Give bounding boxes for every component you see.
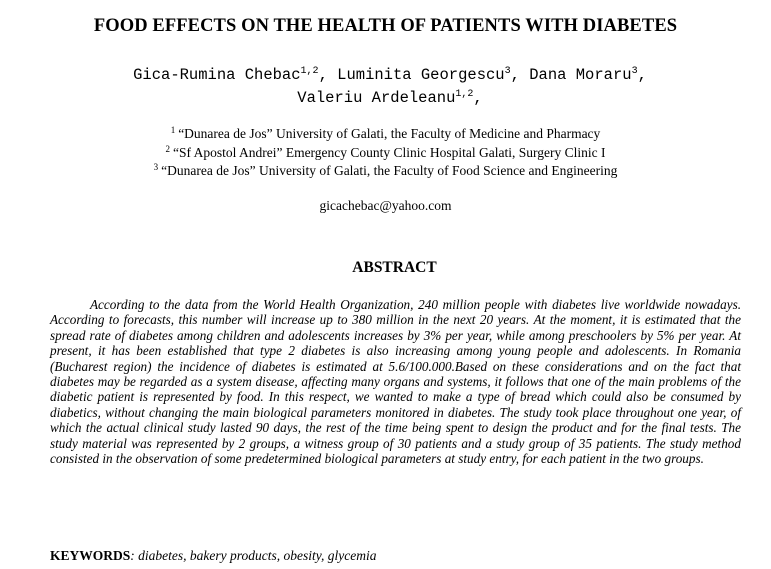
keywords-label: KEYWORDS [50,548,131,563]
author-name: Valeriu Ardeleanu [297,89,456,107]
affiliation-mark: 2 [165,143,170,154]
author-name: Luminita Georgescu [337,66,505,84]
abstract-heading: ABSTRACT [352,259,437,276]
keywords-list: : diabetes, bakery products, obesity, glycemia [130,548,377,563]
abstract-text: According to the data from the World Health Organization, 240 million people with diabetes live worldwide nowadays. According to forecasts, this number will increase up to 380 million in the next 20 years. At the moment, it is estimated that the spread rate of diabetes among children and adolescents increases by 3% per year, while among preschoolers by 5% per year. At present, it has been established that type 2 diabetes is also increasing among young people and adolescents. In Romania (Bucharest region) the incidence of diabetes is estimated at 5.6/100.000.Based on these considerations and on the fact that diabetes may be regarded as a system disease, affecting many organs and systems, it follows that one of the main problems of the diabetic patient is represented by food. In this respect, we wanted to make a type of bread which could also be consumed by diabetics, without changing the main biological parameters monitored in diabetes. The study took place throughout one year, of which the actual clinical study lasted 90 days, the rest of the time being spent to design the product and for the final tests. The study material was represented by 2 groups, a witness group of 30 patients and a study group of 35 patients. The study method consisted in the observation of some predetermined biological parameters at study entry, for each patient in the two groups. [50,297,741,467]
affiliation-mark: 1 [170,125,176,135]
author-name: Gica-Rumina Chebac [133,66,301,84]
affiliation-text: “Dunarea de Jos” University of Galati, the Faculty of Food Science and Engineering [161,163,618,178]
author-separator: , [318,66,338,84]
keywords-line [50,548,376,564]
paper-title: FOOD EFFECTS ON THE HEALTH OF PATIENTS WITH DIABETES [93,16,678,36]
affiliation-line [0,125,771,144]
author-separator: , [510,66,530,84]
author-affiliation-mark: 1,2 [455,89,474,100]
affiliation-line [0,144,771,163]
author-affiliation-mark: 1,2 [300,66,319,77]
affiliation-text: “Sf Apostol Andrei” Emergency County Clinic Hospital Galati, Surgery Clinic I [172,144,606,160]
author-separator: , [637,66,647,84]
author-name: Dana Moraru [529,66,632,84]
contact-email: gicachebac@yahoo.com [319,198,452,213]
affiliation-list [0,125,771,181]
affiliation-text: “Dunarea de Jos” University of Galati, the Faculty of Medicine and Pharmacy [178,126,601,141]
affiliation-line [0,162,771,181]
author-list [40,64,740,110]
author-affiliation-mark: 3 [504,66,511,77]
author-affiliation-mark: 3 [631,66,638,77]
affiliation-mark: 3 [153,162,159,172]
author-separator: , [473,89,483,107]
